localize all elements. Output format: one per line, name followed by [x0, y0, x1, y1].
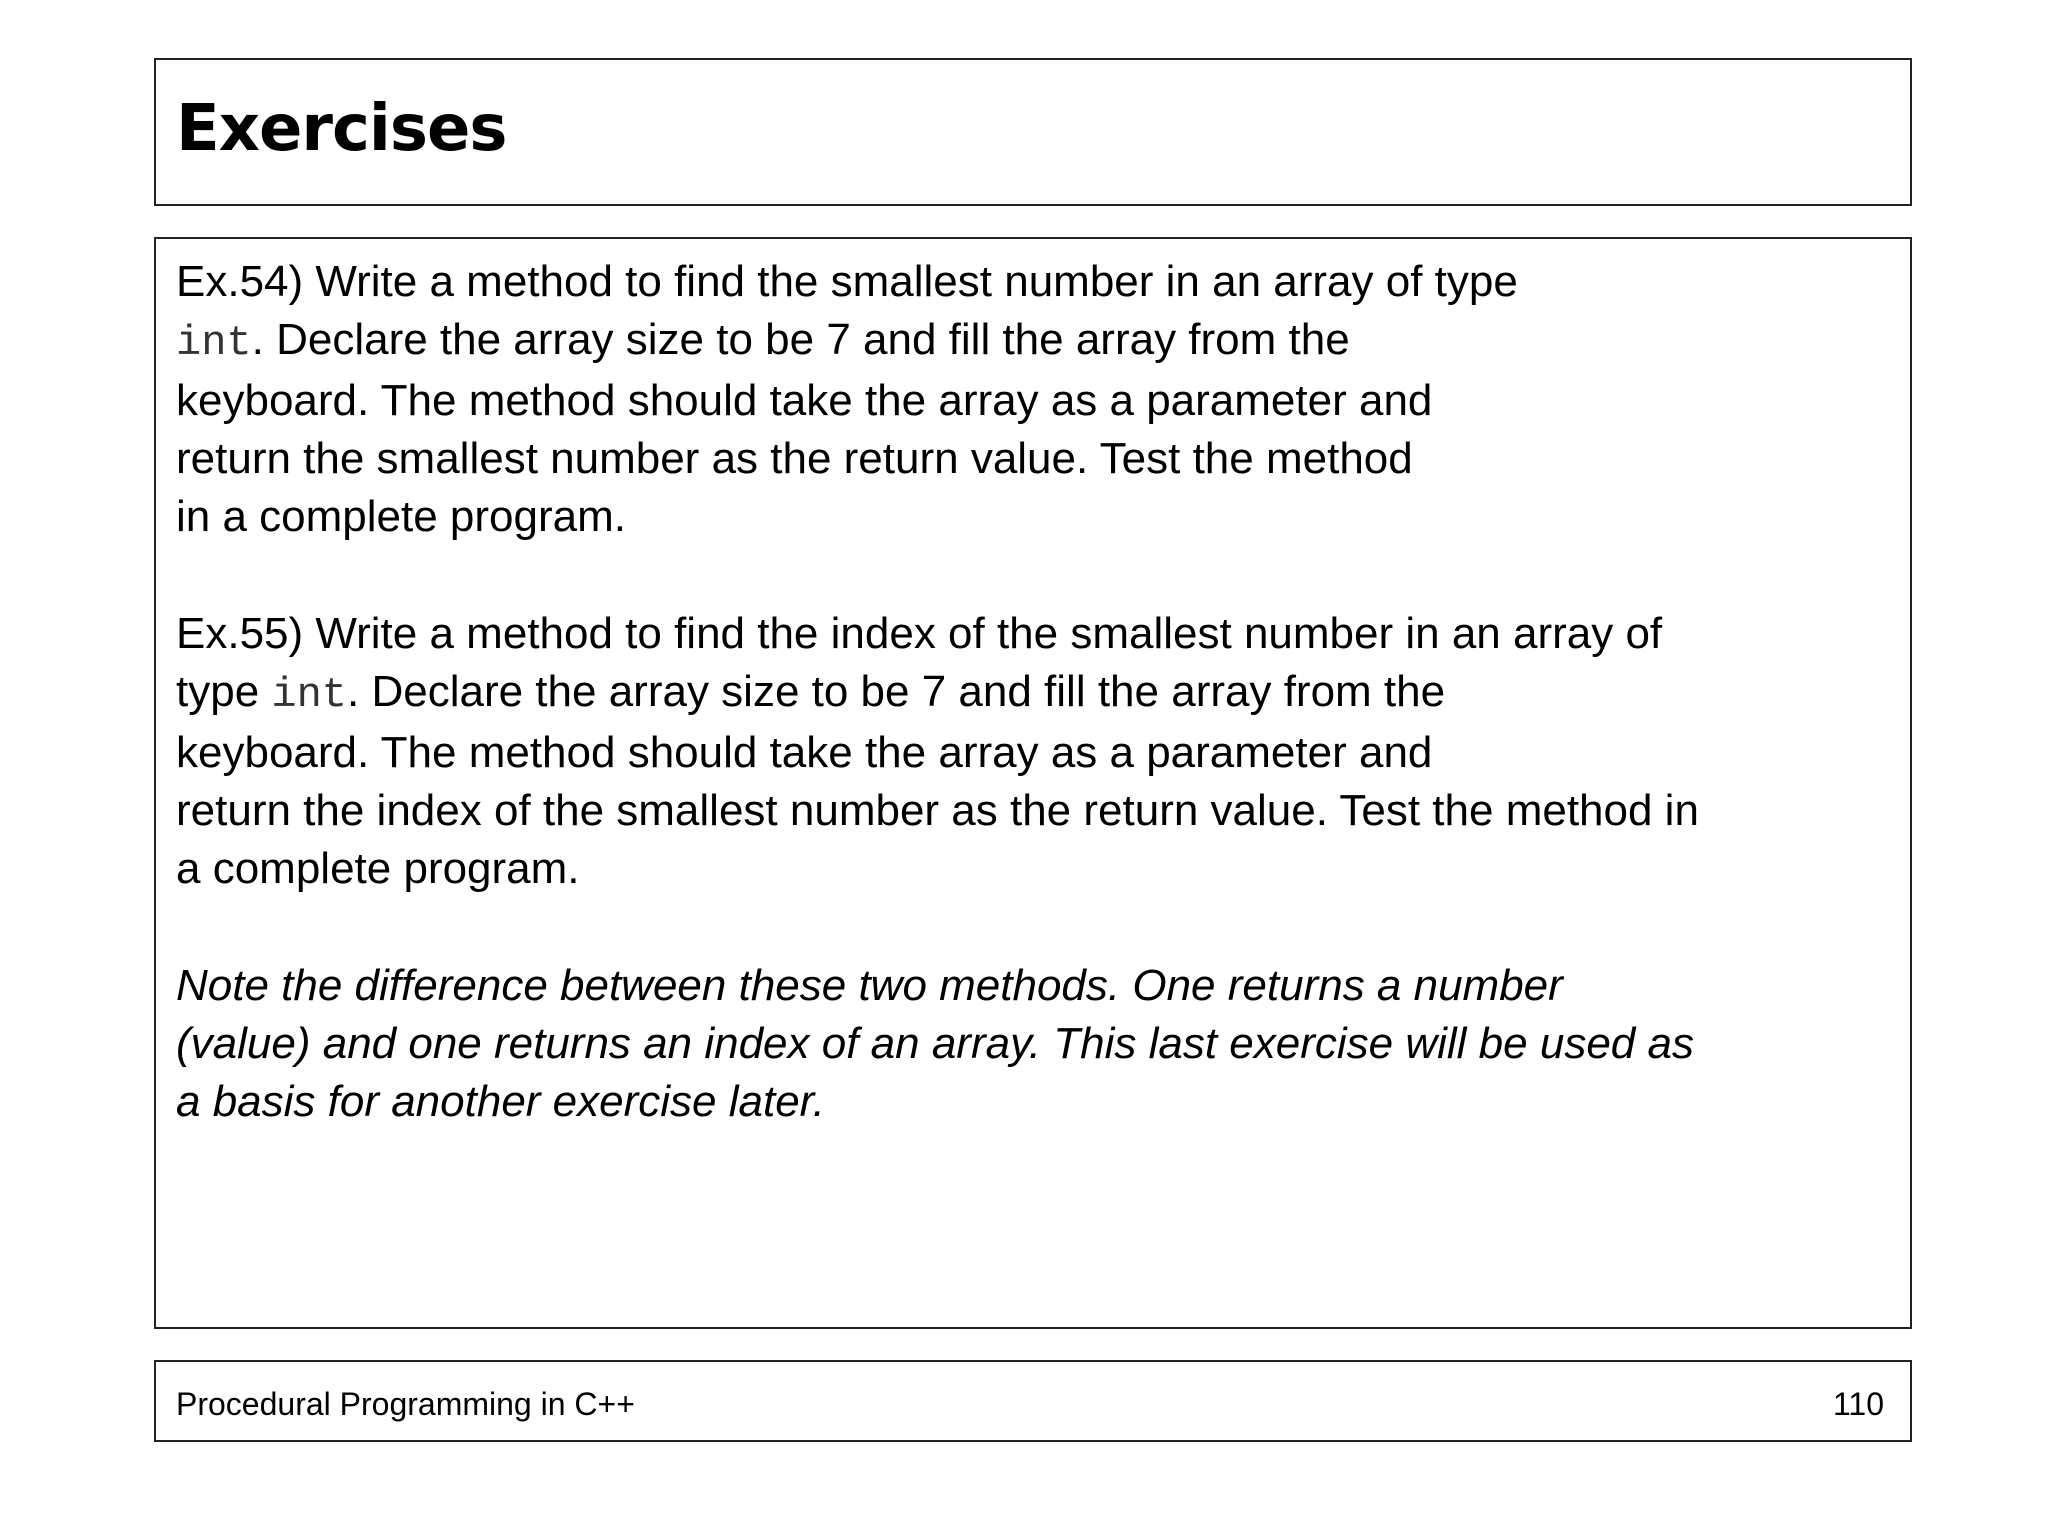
code-int: int: [176, 319, 252, 367]
exercise-54-line-4: return the smallest number as the return value. Test the method: [176, 434, 1413, 483]
code-int: int: [271, 671, 348, 719]
exercise-54-line-1: Ex.54) Write a method to find the smallest number in an array of type: [176, 257, 1518, 306]
footer-course-title: Procedural Programming in C++: [176, 1386, 635, 1422]
exercise-55: [176, 605, 1699, 898]
page-number: 110: [1832, 1386, 1884, 1422]
exercise-54-line-5: in a complete program.: [176, 492, 626, 541]
page-title: Exercises: [176, 92, 507, 166]
exercise-55-line-2-prefix: type: [176, 667, 272, 716]
exercise-54: [176, 253, 1518, 546]
exercise-55-line-2-text: . Declare the array size to be 7 and fill the array from the: [347, 667, 1446, 716]
exercise-55-line-3: keyboard. The method should take the array as a parameter and: [176, 728, 1433, 777]
exercise-55-line-5: a complete program.: [176, 844, 580, 893]
note-line-1: Note the difference between these two methods. One returns a number: [176, 961, 1563, 1010]
exercise-55-line-4: return the index of the smallest number as the return value. Test the method in: [176, 786, 1699, 835]
content-box: [154, 237, 1912, 1329]
exercise-54-line-2: [176, 311, 1518, 372]
footer-box: [154, 1360, 1912, 1442]
exercise-54-line-2-text: . Declare the array size to be 7 and fill the array from the: [251, 315, 1350, 364]
note-line-2: (value) and one returns an index of an array. This last exercise will be used as: [176, 1019, 1694, 1068]
exercise-55-line-2: [176, 663, 1699, 724]
exercise-55-line-1: Ex.55) Write a method to find the index of the smallest number in an array of: [176, 609, 1663, 658]
exercise-54-line-3: keyboard. The method should take the array as a parameter and: [176, 376, 1433, 425]
note-paragraph: [176, 957, 1694, 1131]
title-box: [154, 58, 1912, 206]
note-line-3: a basis for another exercise later.: [176, 1077, 825, 1126]
